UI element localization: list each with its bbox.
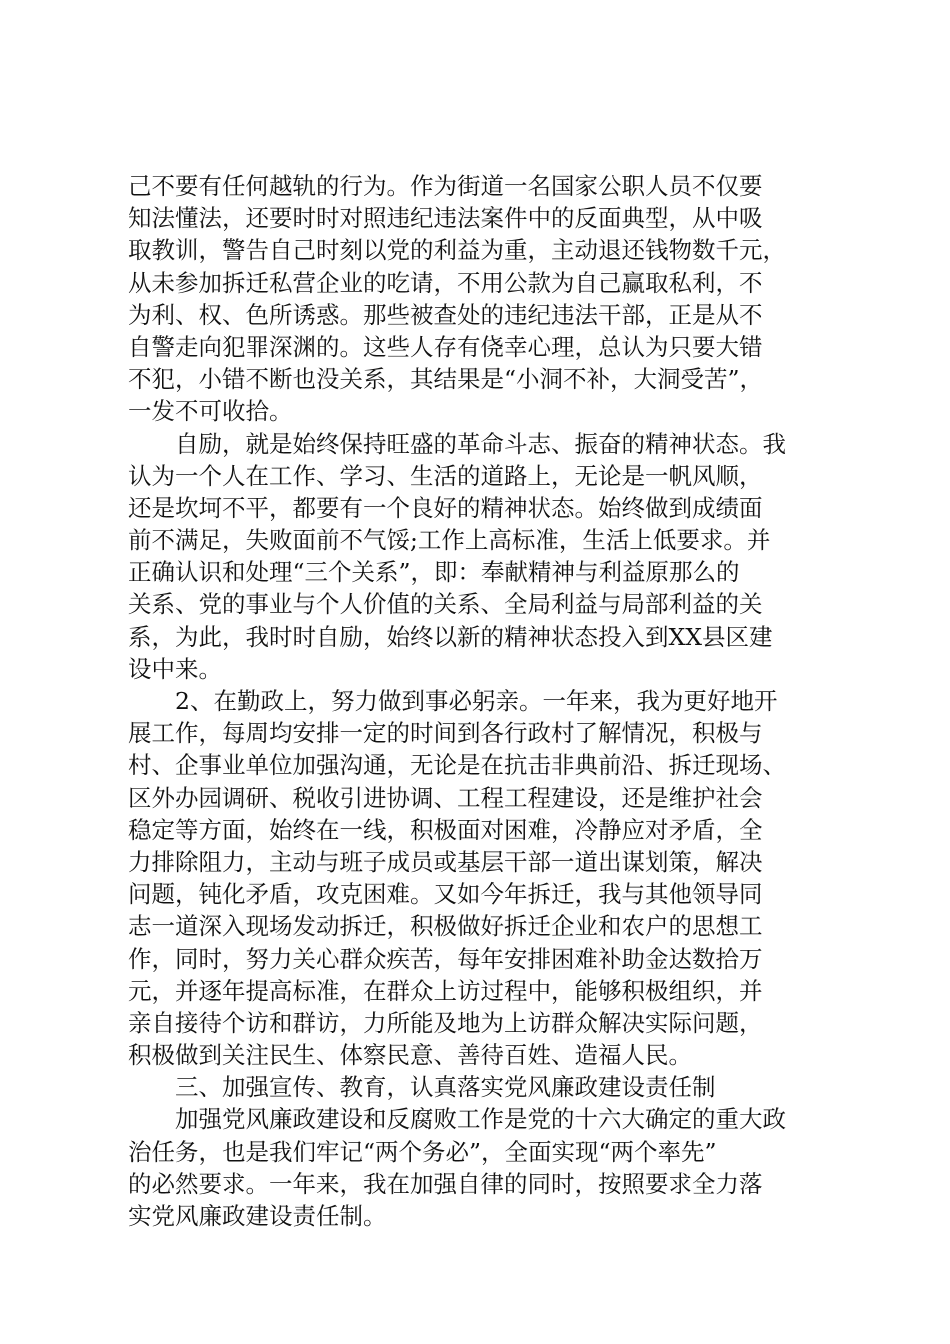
text-line: 村、企事业单位加强沟通，无论是在抗击非典前沿、拆迁现场、 — [128, 751, 786, 780]
text-line: 己不要有任何越轨的行为。作为街道一名国家公职人员不仅要 — [128, 172, 763, 200]
text-line: 一发不可收拾。 — [128, 397, 293, 426]
text-line: 积极做到关注民生、体察民意、善待百姓、造福人民。 — [128, 1041, 692, 1070]
text-line: 三、加强宣传、教育，认真落实党风廉政建设责任制 — [128, 1073, 716, 1102]
text-line: 志一道深入现场发动拆迁，积极做好拆迁企业和农户的思想工 — [128, 912, 763, 941]
text-line: 实党风廉政建设责任制。 — [128, 1202, 387, 1230]
text-line: 力排除阻力，主动与班子成员或基层干部一道出谋划策，解决 — [128, 847, 763, 876]
document-body-text — [128, 170, 828, 1232]
text-line: 系，为此，我时时自励，始终以新的精神状态投入到XX县区建 — [128, 622, 773, 651]
text-line: 元，并逐年提高标准，在群众上访过程中，能够积极组织，并 — [128, 976, 763, 1005]
text-line: 为利、权、色所诱惑。那些被查处的违纪违法干部，正是从不 — [128, 300, 763, 329]
text-line: 稳定等方面，始终在一线，积极面对困难，冷静应对矛盾，全 — [128, 815, 763, 844]
text-line: 加强党风廉政建设和反腐败工作是党的十六大确定的重大政 — [128, 1105, 786, 1134]
text-line: 从未参加拆迁私营企业的吃请，不用公款为自己赢取私利，不 — [128, 268, 763, 297]
text-line: 亲自接待个访和群访，力所能及地为上访群众解决实际问题， — [128, 1008, 763, 1037]
text-line: 作，同时，努力关心群众疾苦，每年安排困难补助金达数拾万 — [128, 944, 763, 973]
text-line: 取教训，警告自己时刻以党的利益为重，主动退还钱物数千元， — [128, 236, 786, 265]
text-line: 区外办园调研、税收引进协调、工程工程建设，还是维护社会 — [128, 783, 763, 812]
text-line: 关系、党的事业与个人价值的关系、全局利益与局部利益的关 — [128, 590, 763, 619]
text-line: 认为一个人在工作、学习、生活的道路上，无论是一帆风顺， — [128, 461, 763, 490]
text-line: 治任务，也是我们牢记“两个务必”，全面实现“两个率先” — [128, 1137, 717, 1166]
text-line: 正确认识和处理“三个关系”，即：奉献精神与利益原那么的 — [128, 558, 740, 587]
text-line: 前不满足，失败面前不气馁;工作上高标准，生活上低要求。并 — [128, 526, 771, 555]
text-line: 设中来。 — [128, 654, 222, 683]
text-line: 问题，钝化矛盾，攻克困难。又如今年拆迁，我与其他领导同 — [128, 880, 763, 909]
text-line: 自警走向犯罪深渊的。这些人存有侥幸心理，总认为只要大错 — [128, 332, 763, 361]
text-line: 2、在勤政上，努力做到事必躬亲。一年来，我为更好地开 — [128, 687, 778, 715]
text-line: 自励，就是始终保持旺盛的革命斗志、振奋的精神状态。我 — [128, 429, 786, 458]
text-line: 知法懂法，还要时时对照违纪违法案件中的反面典型，从中吸 — [128, 204, 763, 233]
text-line: 展工作，每周均安排一定的时间到各行政村了解情况，积极与 — [128, 719, 763, 748]
text-line: 的必然要求。一年来，我在加强自律的同时，按照要求全力落 — [128, 1169, 763, 1198]
text-line: 还是坎坷不平，都要有一个良好的精神状态。始终做到成绩面 — [128, 493, 763, 522]
text-line: 不犯，小错不断也没关系，其结果是“小洞不补，大洞受苦”， — [128, 365, 764, 394]
